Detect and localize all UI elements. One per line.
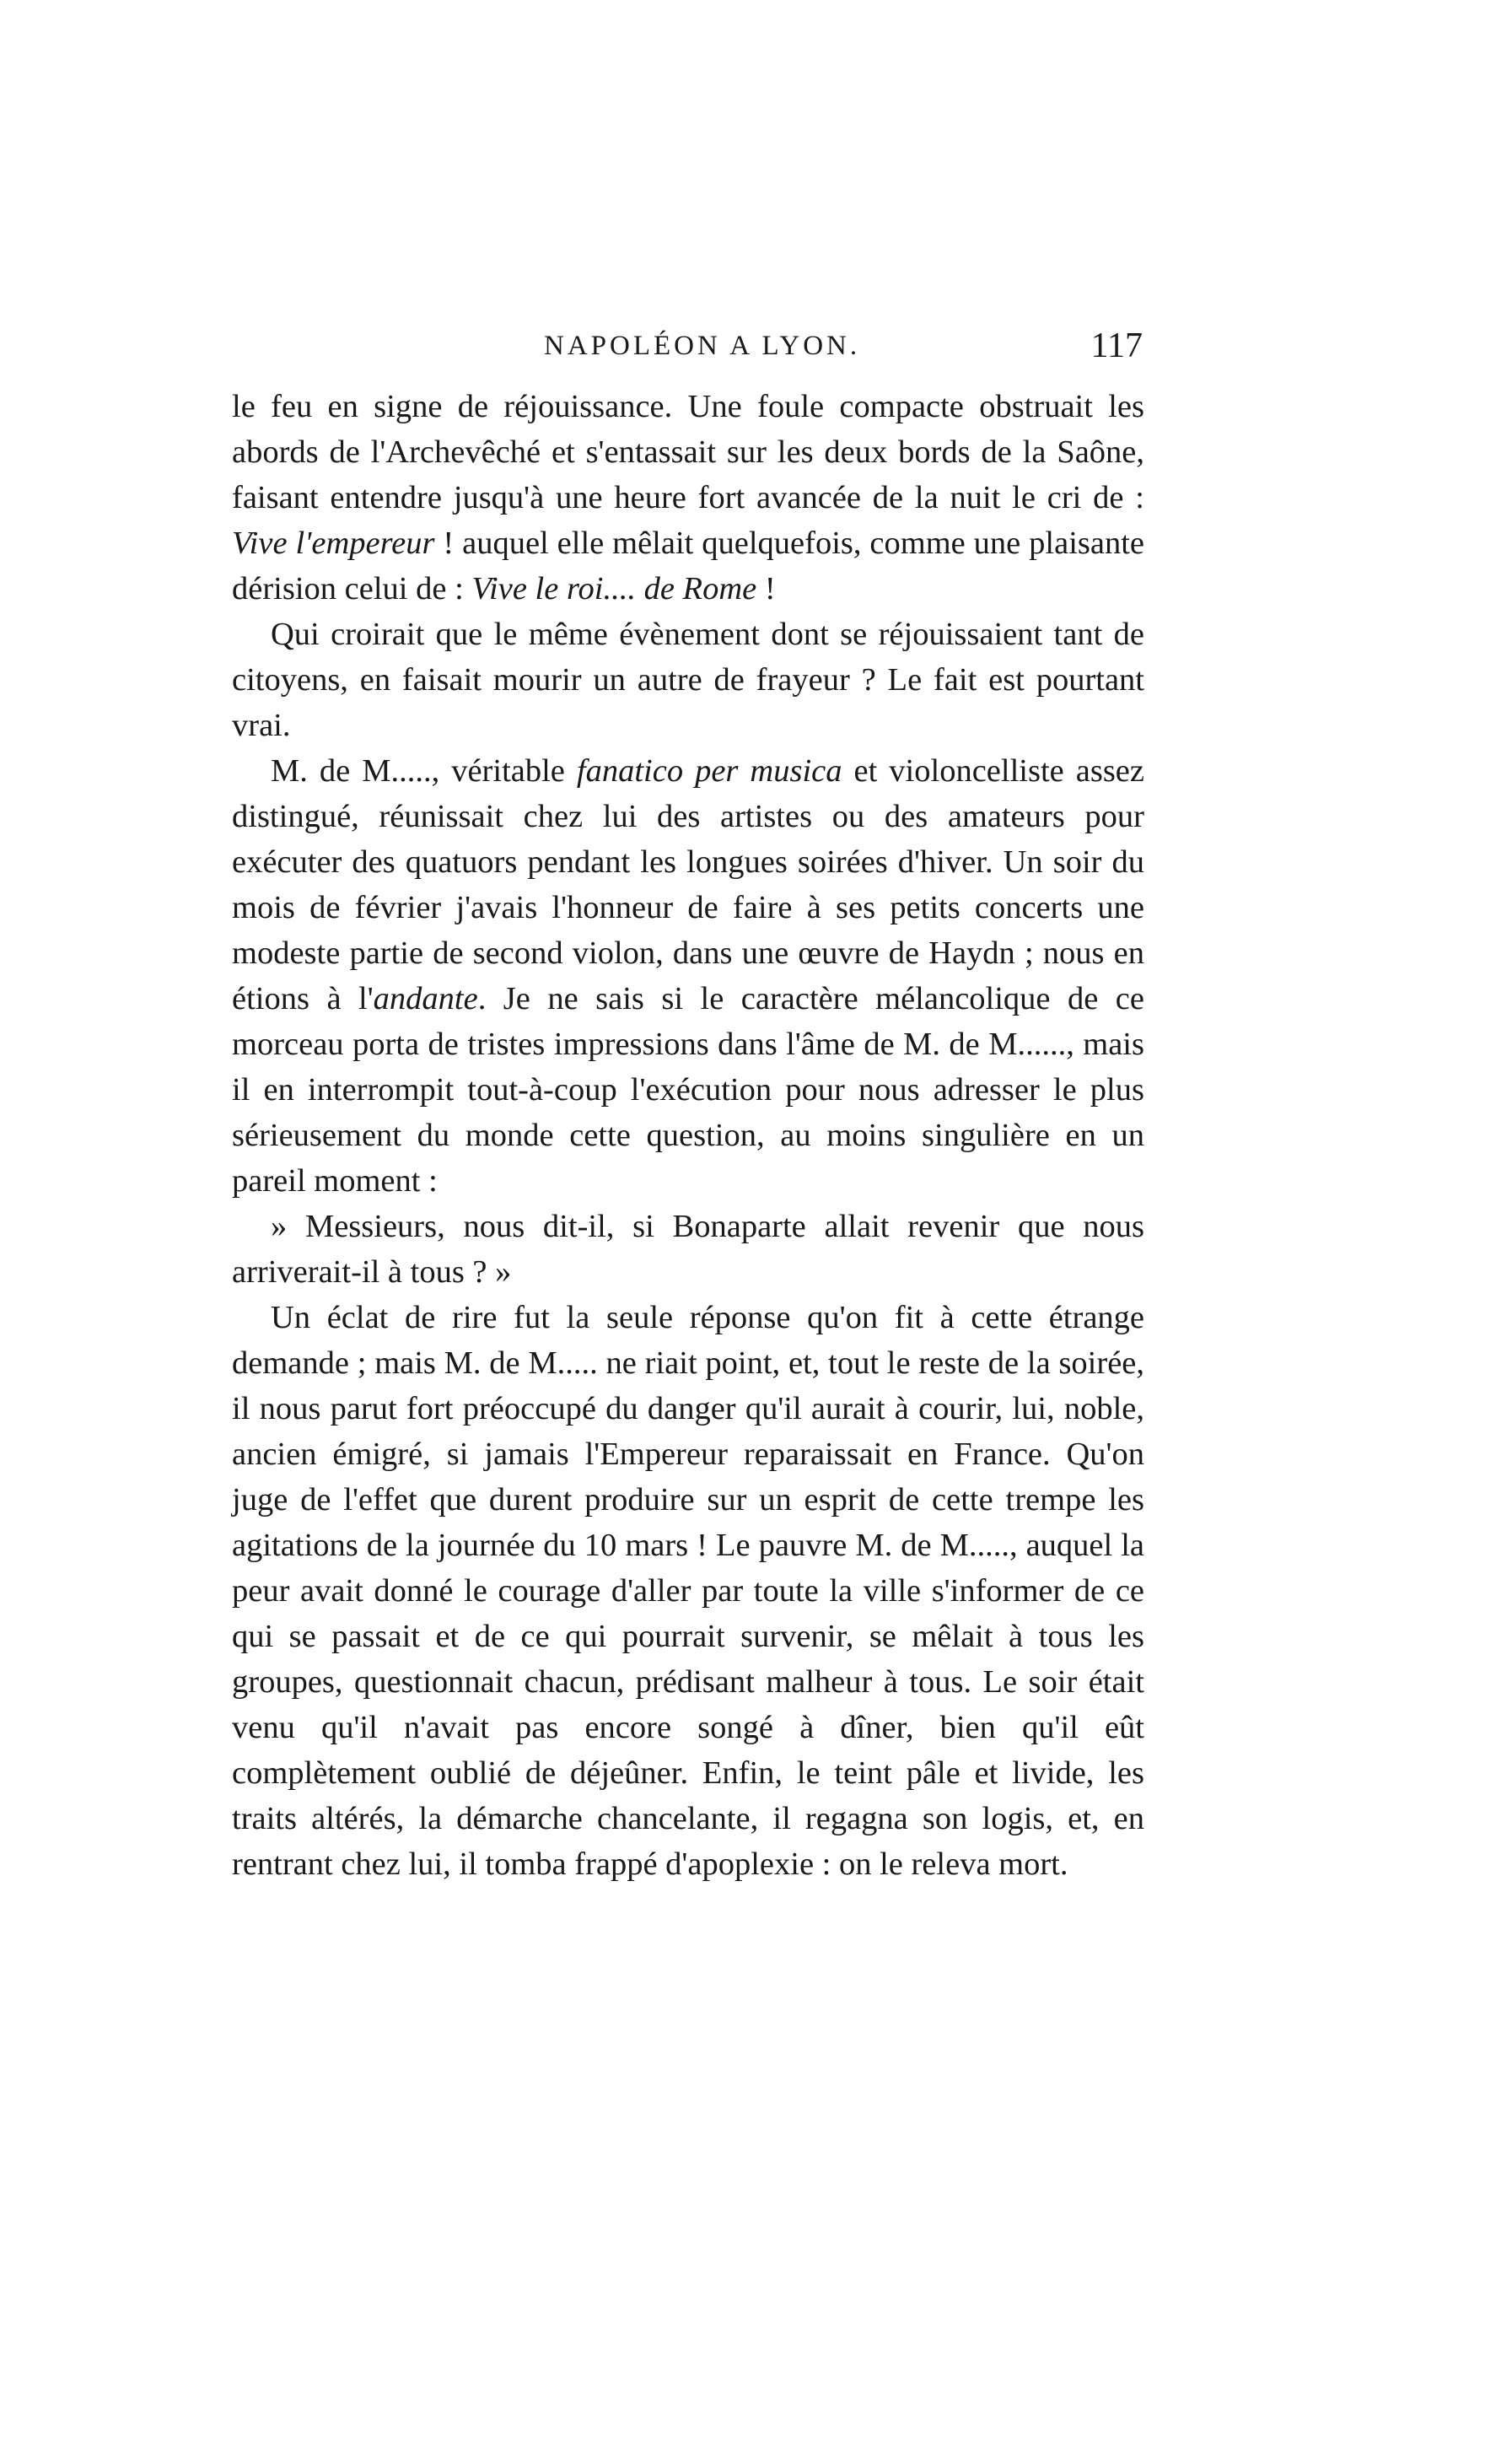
quoted-question: » Messieurs, nous dit-il, si Bonaparte allait revenir que nous arriverait-il à tous ? » [232,1209,1144,1290]
page-number: 117 [1090,326,1143,365]
paragraph-2: Qui croirait que le même évènement dont se réjouissaient tant de citoyens, en faisait mourir un autre de frayeur ? Le fait est pourtant vrai. [232,617,1144,743]
paragraph-5: Un éclat de rire fut la seule réponse qu'on fit à cette étrange demande ; mais M. de M..... ne riait point, et, tout le reste de la soirée, il nous parut fort préoccupé du danger qu'il aurait à courir, lui, noble, ancien émigré, si jamais l'Empereur reparaissait en France. Qu'on juge de l'effet que durent produire sur un esprit de cette trempe les agitations de la journée du 10 mars ! Le pauvre M. de M....., auquel la peur avait donné le courage d'aller par toute la ville s'informer de ce qui se passait et de ce qui pourrait survenir, se mêlait à tous les groupes, questionnait chacun, prédisant malheur à tous. Le soir était venu qu'il n'avait pas encore songé à dîner, bien qu'il eût complètement oublié de déjeûner. Enfin, le teint pâle et livide, les traits altérés, la démarche chancelante, il regagna son logis, et, en rentrant chez lui, il tomba frappé d'apoplexie : on le releva mort. [232,1300,1144,1882]
running-head [232,325,1143,367]
paragraph-3: M. de M....., véritable fanatico per musica et violoncelliste assez distingué, réunissait chez lui des artistes ou des amateurs pour exécuter des quatuors pendant les longues soirées d'hiver. Un soir du mois de février j'avais l'honneur de faire à ses petits concerts une modeste partie de second violon, dans une œuvre de Haydn ; nous en étions à l'andante. Je ne sais si le caractère mélancolique de ce morceau porta de tristes impressions dans l'âme de M. de M......, mais il en interrompit tout-à-coup l'exécution pour nous adresser le plus sérieusement du monde cette question, au moins singulière en un pareil moment : [232,753,1144,1199]
running-title: NAPOLÉON A LYON. [544,331,861,361]
paragraph-1: le feu en signe de réjouissance. Une foule compacte obstruait les abords de l'Archevêché et s'entassait sur les deux bords de la Saône, faisant entendre jusqu'à une heure fort avancée de la nuit le cri de : Vive l'empereur ! auquel elle mêlait quelquefois, comme une plaisante dérision celui de : Vive le roi.... de Rome ! [232,389,1144,606]
body-text [232,384,1144,1887]
